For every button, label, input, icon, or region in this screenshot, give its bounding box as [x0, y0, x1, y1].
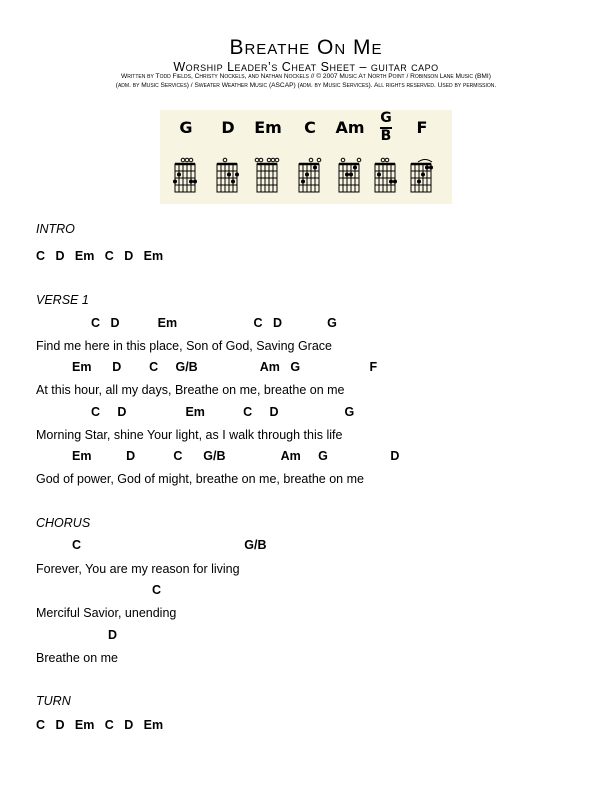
chord-diagram-em-icon — [254, 156, 282, 194]
chord-name: D — [221, 118, 235, 137]
credits — [30, 73, 582, 90]
song-subtitle: Worship Leader’s Cheat Sheet – guitar capo — [173, 60, 439, 74]
chord-diagram-g-icon — [172, 156, 200, 194]
chorus-lyric-line-1: Forever, You are my reason for living — [36, 562, 240, 576]
verse1-chord-line-4: Em D C G/B Am G D — [72, 449, 400, 463]
chord-chart — [160, 110, 452, 204]
verse1-chord-line-1: C D Em C D G — [91, 316, 337, 330]
chorus-chord-line-2: C — [152, 583, 162, 597]
chord-name: Am — [335, 118, 365, 137]
chord-em — [248, 110, 288, 204]
verse1-chord-line-2: Em D C G/B Am G F — [72, 360, 378, 374]
chord-diagram-am-icon — [336, 156, 364, 194]
verse1-lyric-line-3: Morning Star, shine Your light, as I walk through this life — [36, 428, 343, 442]
chord-name: Em — [254, 118, 282, 137]
chord-diagram-d-icon — [214, 156, 242, 194]
chord-slash-bottom: B — [380, 128, 392, 144]
section-label-turn: TURN — [36, 694, 71, 708]
chord-name: G — [179, 118, 193, 137]
chord-d — [208, 110, 248, 204]
chorus-chord-line-1: C G/B — [72, 538, 267, 552]
chord-g-over-b — [366, 110, 406, 204]
verse1-lyric-line-4: God of power, God of might, breathe on me, breathe on me — [36, 472, 364, 486]
chord-name: F — [416, 118, 428, 137]
chorus-chord-line-3: D — [108, 628, 118, 642]
credits-line-1: Written by Todd Fields, Christy Nockels, and Nathan Nockels // © 2007 Music At North Point / Robinson Lane Music (BMI) — [121, 73, 491, 80]
chorus-lyric-line-2: Merciful Savior, unending — [36, 606, 177, 620]
chord-name: C — [304, 118, 316, 137]
verse1-lyric-line-1: Find me here in this place, Son of God, Saving Grace — [36, 339, 332, 353]
chord-diagram-c-icon — [296, 156, 324, 194]
chord-f — [402, 110, 442, 204]
turn-chords: C D Em C D Em — [36, 718, 164, 732]
verse1-lyric-line-2: At this hour, all my days, Breathe on me, breathe on me — [36, 383, 345, 397]
chord-am — [330, 110, 370, 204]
song-title: Breathe On Me — [229, 36, 383, 59]
section-label-chorus: CHORUS — [36, 516, 91, 530]
chord-diagram-g-over-b-icon — [372, 156, 400, 194]
chord-diagram-f-icon — [408, 156, 436, 194]
section-label-verse-1: VERSE 1 — [36, 293, 89, 307]
chorus-lyric-line-3: Breathe on me — [36, 651, 118, 665]
section-label-intro: INTRO — [36, 222, 75, 236]
chord-slash-top: G — [380, 110, 392, 126]
chord-g — [166, 110, 206, 204]
chord-c — [290, 110, 330, 204]
verse1-chord-line-3: C D Em C D G — [91, 405, 355, 419]
credits-line-2: (adm. by Music Services) / Sweater Weather Music (ASCAP) (adm. by Music Services). All rights reserved. Used by permission. — [115, 81, 497, 89]
intro-chords: C D Em C D Em — [36, 249, 164, 263]
